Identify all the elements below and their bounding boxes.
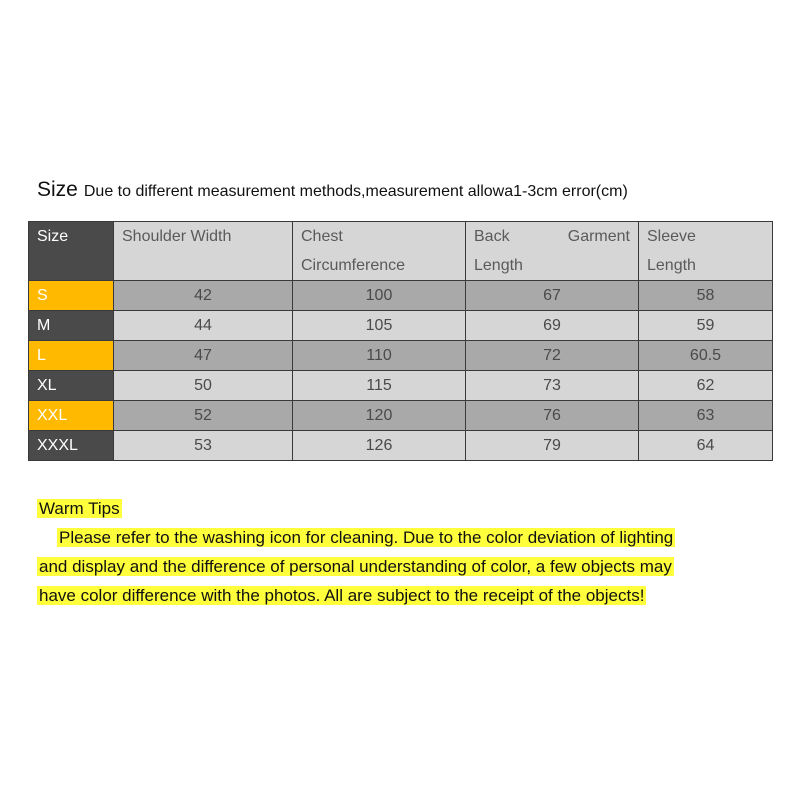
shoulder-cell: 53 — [114, 431, 293, 461]
warm-tips — [37, 494, 777, 610]
chest-cell: 100 — [293, 281, 466, 311]
back-length-cell: 67 — [466, 281, 639, 311]
shoulder-cell: 52 — [114, 401, 293, 431]
header-shoulder-width: Shoulder Width — [114, 222, 293, 281]
table-row — [29, 341, 773, 371]
shoulder-cell: 50 — [114, 371, 293, 401]
sleeve-cell: 62 — [639, 371, 773, 401]
size-cell: L — [29, 341, 114, 371]
back-length-cell: 69 — [466, 311, 639, 341]
back-length-cell: 79 — [466, 431, 639, 461]
chest-cell: 115 — [293, 371, 466, 401]
table-row — [29, 371, 773, 401]
size-cell: XXL — [29, 401, 114, 431]
warm-tips-line-2: and display and the difference of personal understanding of color, a few objects may — [39, 557, 672, 576]
chest-cell: 120 — [293, 401, 466, 431]
shoulder-cell: 42 — [114, 281, 293, 311]
size-cell: M — [29, 311, 114, 341]
warm-tips-line-1: Please refer to the washing icon for cleaning. Due to the color deviation of lighting — [59, 528, 674, 547]
table-row — [29, 401, 773, 431]
back-length-cell: 73 — [466, 371, 639, 401]
sleeve-cell: 59 — [639, 311, 773, 341]
shoulder-cell: 47 — [114, 341, 293, 371]
table-row — [29, 281, 773, 311]
header-size: Size — [29, 222, 114, 281]
table-header-row — [29, 222, 773, 281]
size-chart-title — [37, 178, 777, 202]
title-size-label: Size — [37, 178, 78, 201]
table-row — [29, 311, 773, 341]
table-row — [29, 431, 773, 461]
back-length-cell: 72 — [466, 341, 639, 371]
sleeve-cell: 64 — [639, 431, 773, 461]
header-sleeve-length: Sleeve Length — [639, 222, 773, 281]
chest-cell: 126 — [293, 431, 466, 461]
header-back-garment-length: Back Garment Length — [466, 222, 639, 281]
header-chest-circumference: Chest Circumference — [293, 222, 466, 281]
back-length-cell: 76 — [466, 401, 639, 431]
title-note: Due to different measurement methods,measurement allowa1-3cm error(cm) — [83, 183, 628, 200]
warm-tips-line-3: have color difference with the photos. All are subject to the receipt of the objects! — [39, 586, 645, 605]
size-table — [28, 221, 773, 461]
size-cell: XXXL — [29, 431, 114, 461]
chest-cell: 110 — [293, 341, 466, 371]
sleeve-cell: 58 — [639, 281, 773, 311]
size-cell: S — [29, 281, 114, 311]
chest-cell: 105 — [293, 311, 466, 341]
size-cell: XL — [29, 371, 114, 401]
sleeve-cell: 60.5 — [639, 341, 773, 371]
sleeve-cell: 63 — [639, 401, 773, 431]
warm-tips-heading: Warm Tips — [39, 499, 120, 518]
shoulder-cell: 44 — [114, 311, 293, 341]
